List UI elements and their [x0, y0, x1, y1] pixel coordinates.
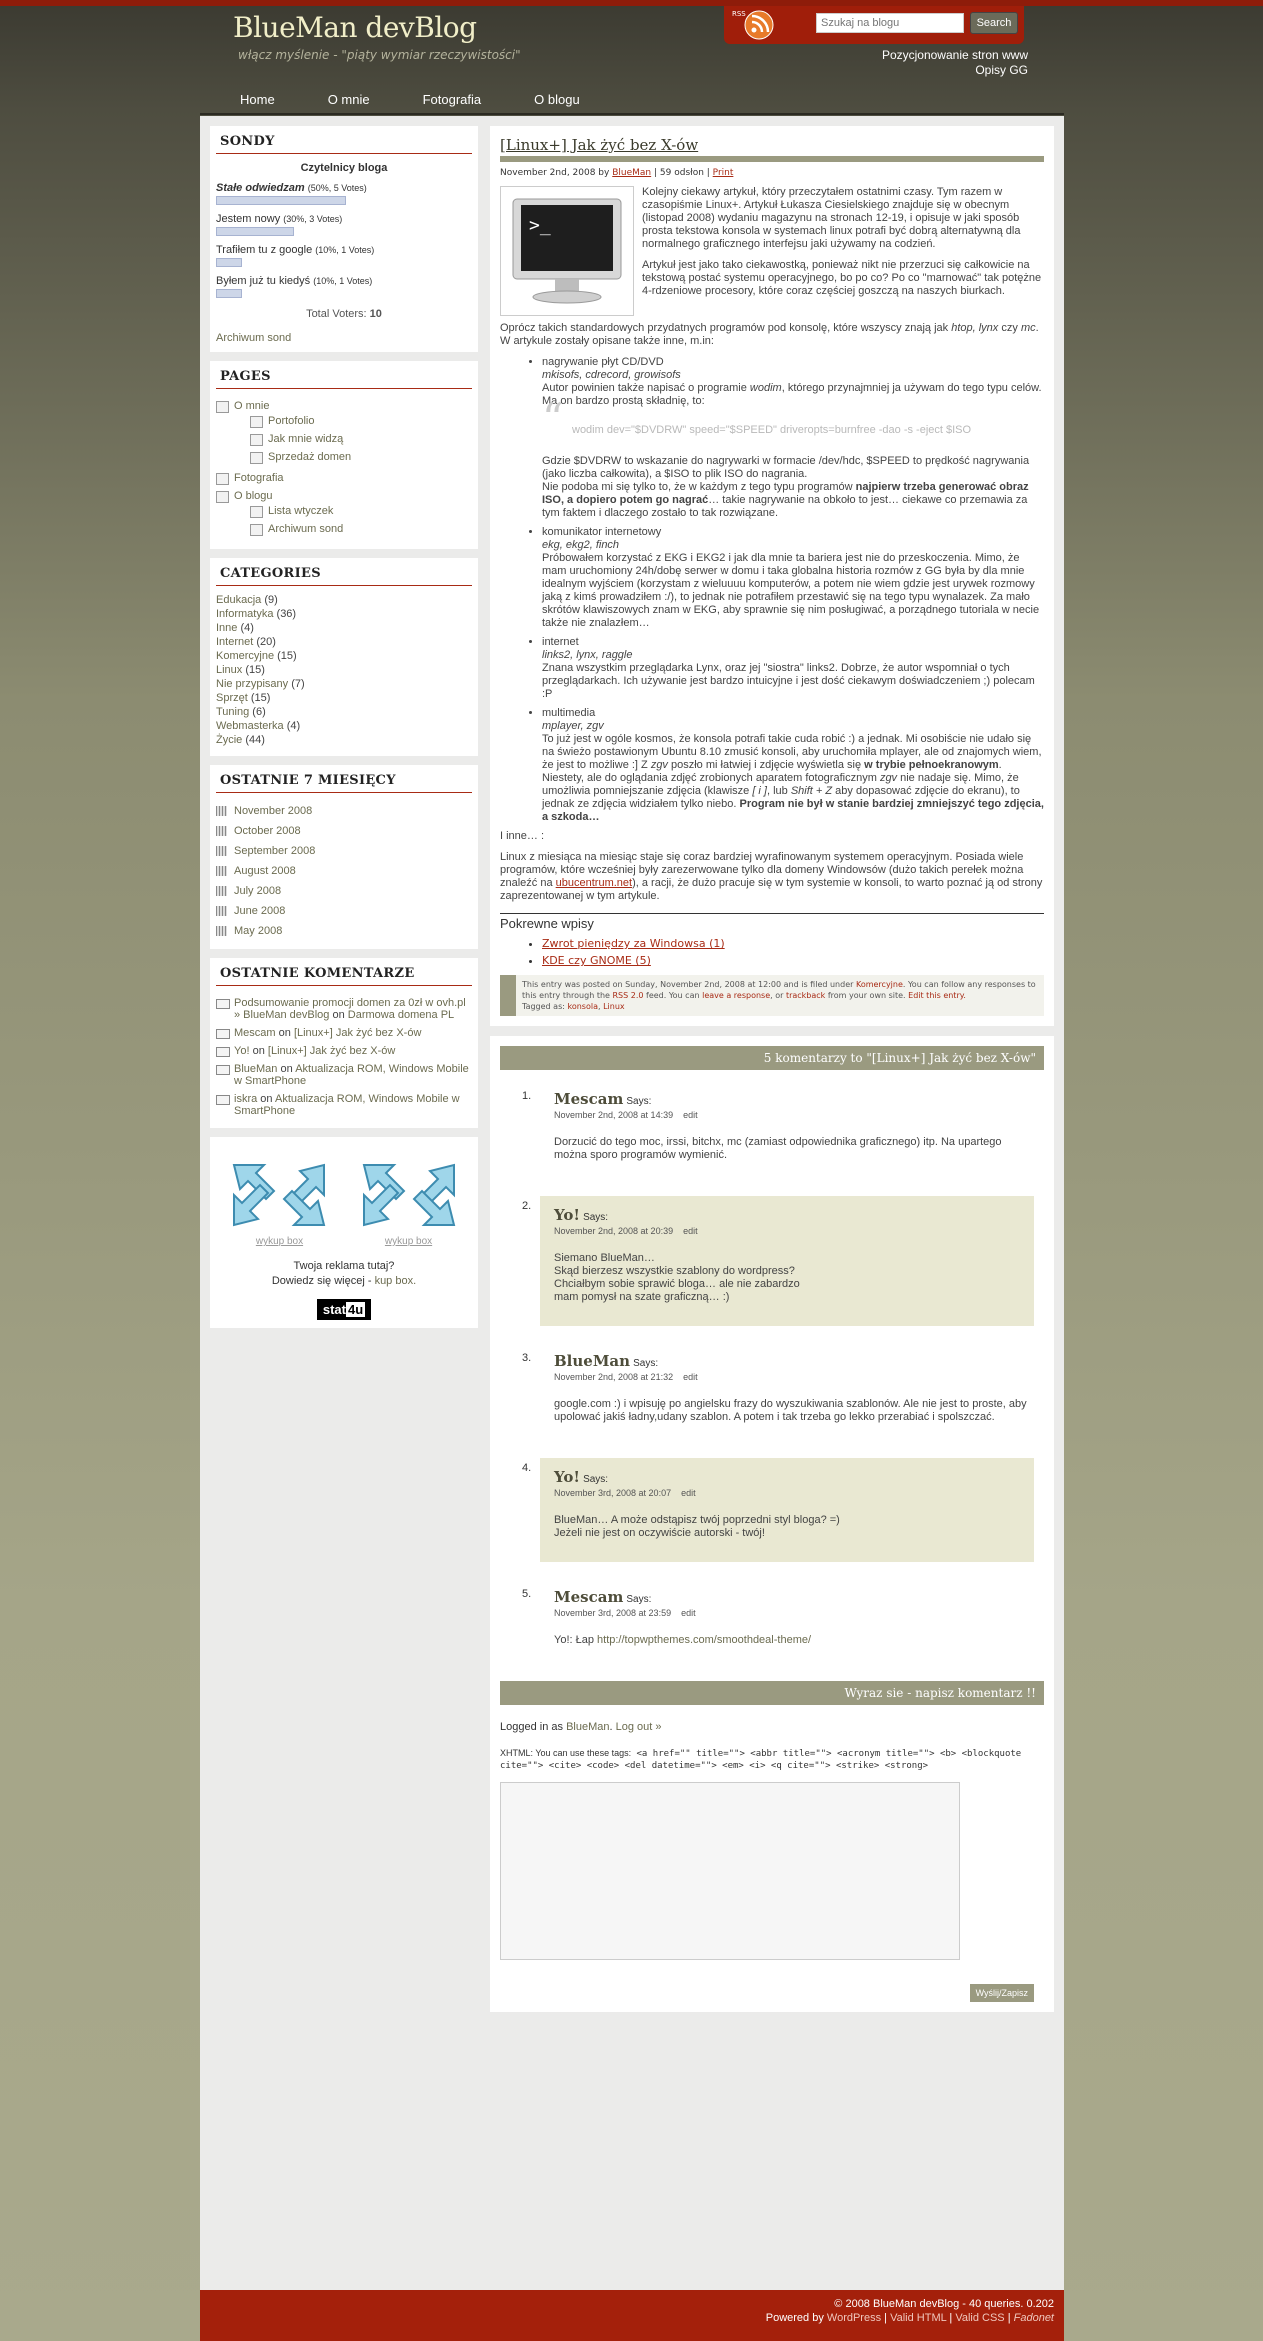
footer-links: Powered by WordPress | Valid HTML | Valid CSS | Fadonet [765, 2312, 1054, 2324]
ad-box-link[interactable]: wykup box [255, 1236, 304, 1247]
top-links [882, 48, 1028, 78]
category-item: Internet (20) [216, 636, 276, 648]
category-item: Życie (44) [216, 734, 265, 746]
rss-link[interactable]: RSS 2.0 [612, 991, 644, 1000]
poll-answer: Stałe odwiedzam (50%, 5 Votes) [216, 182, 472, 205]
comment-textarea[interactable] [500, 1782, 960, 1960]
category-link[interactable]: Komercyjne [855, 980, 903, 989]
categories-widget [210, 558, 478, 756]
svg-text:>_: >_ [529, 215, 551, 236]
page-item[interactable]: Sprzedaż domen [250, 448, 472, 466]
recent-comment: Mescam on [Linux+] Jak żyć bez X-ów [216, 1024, 472, 1042]
list-item: • nagrywanie płyt CD/DVD mkisofs, cdrecord, growisofs Autor powinien także napisać o programie wodim, którego przynajmniej ja używam do tego typu celów. Ma on bardzo prostą składnię, to: “ wodim dev="$DVDRW" speed="$SPEED" driveropts=burnfree -dao -s -eject $ISO Gdzie $DVDRW to wskazanie do nagrywarki w formacie /dev/hdc, $SPEED to prędkość nagrywania (jako liczba całkowita), a $ISO to plik ISO do nagrania. Nie podoba mi się tylko to, że w każdym z tego typu programów najpierw trzeba generować obraz ISO, a dopiero potem go nagrać… takie nagrywanie na obkoło to jest… ciekawe co przemawia za tym faktem i dlaczego zostało to tak rozwiązane. [542, 356, 1044, 520]
ubucentrum-link[interactable]: ubucentrum.net [555, 877, 633, 889]
widget-title: CATEGORIES [216, 566, 472, 586]
nav-fotografia[interactable]: Fotografia [422, 92, 482, 107]
comment: 3. BlueMan Says: November 2nd, 2008 at 21:32 edit google.com :) i wpisuję po angielsku frazy do wyszukiwania szablonów. Ale nie jest to proste, aby upolować jakiś ładny,udany szablon. A potem i tak trzeba go lekko przerabiać i spolszczać. [500, 1348, 1044, 1436]
recent-comment: Yo! on [Linux+] Jak żyć bez X-ów [216, 1042, 472, 1060]
comment: 4. Yo! Says: November 3rd, 2008 at 20:07 edit BlueMan… A może odstąpisz twój poprzedni styl bloga? =) Jeżeli nie jest on oczywiście autorski - twój! [500, 1458, 1044, 1562]
tagline: włącz myślenie - "piąty wymiar rzeczywistości" [238, 48, 521, 62]
valid-css-link[interactable]: Valid CSS [955, 2312, 1005, 2324]
search-input[interactable] [816, 13, 964, 33]
poll-question: Czytelnicy bloga [300, 162, 388, 174]
edit-comment-link[interactable]: edit [683, 1372, 698, 1382]
post [490, 126, 1054, 1026]
logout-link[interactable]: Log out » [615, 1721, 662, 1733]
nav-o-blogu[interactable]: O blogu [534, 92, 580, 107]
widget-title: SONDY [216, 134, 472, 154]
ad-text: Twoja reklama tutaj? [293, 1260, 395, 1272]
category-item: Inne (4) [216, 622, 254, 634]
post-footer-meta: This entry was posted on Sunday, November 2nd, 2008 at 12:00 and is filed under Komercyjne. You can follow any responses to this entry through the RSS 2.0 feed. You can leave a response, or trackback from your own site. Edit this entry. Tagged as: konsola, Linux [500, 975, 1044, 1016]
footer [200, 2290, 1064, 2341]
tag-link[interactable]: Linux [603, 1002, 625, 1011]
comment-author: Mescam [554, 1090, 624, 1108]
page-wrapper [200, 116, 1064, 2290]
edit-comment-link[interactable]: edit [683, 1110, 698, 1120]
page-item[interactable]: Portofolio [250, 412, 472, 430]
comment-text: google.com :) i wpisuję po angielsku frazy do wyszukiwania szablonów. Ale nie jest to proste, aby upolować jakiś ładny,udany szablon. A potem i tak trzeba go lekko przerabiać i spolszczać. [554, 1398, 1027, 1423]
edit-comment-link[interactable]: edit [681, 1608, 696, 1618]
edit-comment-link[interactable]: edit [681, 1488, 696, 1498]
archive-link[interactable]: May 2008 [216, 921, 472, 941]
recent-comment: Podsumowanie promocji domen za 0zł w ovh.pl » BlueMan devBlog on Darmowa domena PL [216, 994, 472, 1024]
author-link[interactable]: BlueMan [612, 168, 652, 178]
comment-link[interactable]: http://topwpthemes.com/smoothdeal-theme/ [597, 1634, 812, 1646]
poll-answer: Trafiłem tu z google (10%, 1 Votes) [216, 244, 472, 267]
pages-widget [210, 361, 478, 549]
ad-box-link[interactable]: wykup box [384, 1236, 433, 1247]
category-item: Komercyjne (15) [216, 650, 297, 662]
rss-icon[interactable] [744, 10, 774, 40]
category-item: Nie przypisany (7) [216, 678, 305, 690]
recent-comments-widget [210, 958, 478, 1128]
widget-title: OSTATNIE KOMENTARZE [216, 966, 472, 986]
comment-author: Mescam [554, 1588, 624, 1606]
ad-box[interactable] [354, 1155, 464, 1247]
main-content [490, 126, 1054, 2012]
ads-widget [210, 1137, 478, 1328]
comment-author: Yo! [554, 1206, 580, 1224]
main-nav [240, 92, 633, 107]
post-content [500, 186, 1044, 903]
comment-author: BlueMan [554, 1352, 631, 1370]
sidebar [210, 126, 478, 1337]
paragraph: I inne… : [500, 830, 545, 842]
comments-heading: 5 komentarzy to "[Linux+] Jak żyć bez X-ów" [500, 1046, 1044, 1070]
footer-copyright: © 2008 BlueMan devBlog - 40 queries. 0.202 [834, 2298, 1054, 2310]
page-item[interactable]: O mnie Portofolio Jak mnie widzą Sprzedaż domen [216, 397, 472, 469]
poll-bar [216, 196, 346, 205]
polls-widget [210, 126, 478, 352]
page-item[interactable]: O blogu Lista wtyczek Archiwum sond [216, 487, 472, 541]
edit-entry-link[interactable]: Edit this entry. [908, 991, 966, 1000]
category-item: Informatyka (36) [216, 608, 297, 620]
search-box [724, 6, 1024, 44]
comment-author: Yo! [554, 1468, 580, 1486]
archives-widget [210, 765, 478, 949]
category-item: Webmasterka (4) [216, 720, 301, 732]
page-item[interactable]: Fotografia [216, 469, 472, 487]
poll-answer: Jestem nowy (30%, 3 Votes) [216, 213, 472, 236]
poll-bar [216, 227, 294, 236]
related-link[interactable]: Zwrot pieniędzy za Windowsa (1) [542, 937, 725, 950]
paragraph: Kolejny ciekawy artykuł, który przeczytałem ostatnimi czasy. Tym razem w czasopiśmie Linux+. Artykuł Łukasza Ciesielskiego znajduje się w obecnym (listopad 2008) wydaniu magazynu na stronach 12-19, i opisuje w jaki sposób prosta tekstowa konsola w systemach linux potrafi być dobrą alternatywną dla normalnego graficznego interfejsu jaki używamy na codzień. [642, 186, 1021, 250]
user-link[interactable]: BlueMan [566, 1721, 610, 1733]
related-title: Pokrewne wpisy [500, 916, 594, 931]
print-link[interactable]: Print [712, 168, 734, 178]
comment-text: Dorzucić do tego moc, irssi, bitchx, mc (zamiast odpowiednika graficznego) itp. Na upartego można sporo programów wymienić. [554, 1136, 1002, 1161]
comment: 2. Yo! Says: November 2nd, 2008 at 20:39 edit Siemano BlueMan… Skąd bierzesz wszystkie szablony do wordpress? Chciałbym sobie sprawić bloga… ale nie zabardzo mam pomysł na szate graficzną… :) [500, 1196, 1044, 1326]
related-link[interactable]: KDE czy GNOME (5) [542, 954, 651, 967]
post-meta: November 2nd, 2008 by BlueMan | 59 odsłon | Print [500, 168, 734, 178]
widget-title: PAGES [216, 369, 472, 389]
comment: 5. Mescam Says: November 3rd, 2008 at 23:59 edit Yo!: Łap http://topwpthemes.com/smoothdeal-theme/ [500, 1584, 1044, 1659]
arrows-icon [354, 1155, 464, 1235]
category-item: Tuning (6) [216, 706, 266, 718]
comment: 1. Mescam Says: November 2nd, 2008 at 14:39 edit Dorzucić do tego moc, irssi, bitchx, mc (zamiast odpowiednika graficznego) itp. Na upartego można sporo programów wymienić. [500, 1086, 1044, 1174]
list-item: • komunikator internetowy ekg, ekg2, finch Próbowałem korzystać z EKG i EKG2 i jak dla mnie ta bariera jest nie do przeskoczenia. Mimo, że mam uruchomiony 24h/dobę serwer w domu i taka globalna historia rozmów z GG była by dla mnie idealnym wyjściem (korzystam z wieluuuu komputerów, a potem nie wiem gdzie jest urywek rozmowy jaką z kimś prowadziłem :/), to jednak nie potrafiłem przestawić się na tego typu wynalazek. Za mało skrótów klawiszowych znam w EKG, aby sprawnie się nim posługiwać, a porządnego tutoriala w necie także nie znalazłem… [542, 526, 1044, 630]
reply-heading: Wyraz sie - napisz komentarz !! [500, 1681, 1044, 1705]
comment-text: Yo!: Łap http://topwpthemes.com/smoothdeal-theme/ [554, 1634, 812, 1646]
leave-response-link[interactable]: leave a response [702, 991, 771, 1000]
terminal-image [500, 186, 634, 316]
nav-o-mnie[interactable]: O mnie [327, 92, 370, 107]
comment-list [500, 1086, 1044, 1659]
nav-divider [200, 113, 1064, 115]
stat4u-badge[interactable]: stat 4u [317, 1299, 371, 1320]
comment-text: BlueMan… A może odstąpisz twój poprzedni styl bloga? =) Jeżeli nie jest on oczywiście autorski - twój! [554, 1514, 840, 1539]
poll-bar [216, 258, 242, 267]
buy-box-link[interactable]: kup box. [374, 1275, 417, 1287]
poll-archive-link[interactable]: Archiwum sond [216, 332, 292, 344]
poll-bar [216, 289, 242, 298]
rss-label: RSS [732, 10, 746, 18]
archive-link[interactable]: August 2008 [216, 861, 472, 881]
category-item: Sprzęt (15) [216, 692, 271, 704]
paragraph: Artykuł jest jako tako ciekawostką, ponieważ nikt nie przerzuci się całkowicie na tekstową postać systemu operacyjnego, bo po co? Po co "marnować" tak potężne 4-rdzeniowe procesory, które coraz częściej goszczą na naszych biurkach. [642, 259, 1042, 297]
list-item: • multimedia mplayer, zgv To już jest w ogóle kosmos, że konsola potrafi takie cuda robić :) a jednak. Mi osobiście nie udało się na świeżo postawionym Ubuntu 8.10 zmusić konsoli, aby uruchomiła mplayer, ale od znajomych wiem, że jest to możliwe :] Z zgv poszło mi łatwiej i zdjęcie wyświetla się w trybie pełnoekranowym. Niestety, ale do oglądania zdjęć zrobionych aparatem fotograficznym zgv nie nadaje się. Mimo, że umożliwia pomniejszanie zdjęcia (klawisze [ i ], lub Shift + Z aby dopasować zdjęcie do ekranu), to jednak ze zdjęcia widziałem tylko niebo. Program nie był w stanie bardziej zmniejszyć tego zdjęcia, a szkoda… [542, 707, 1044, 824]
recent-comment: iskra on Aktualizacja ROM, Windows Mobile w SmartPhone [216, 1090, 472, 1120]
wordpress-link[interactable]: WordPress [826, 2312, 882, 2324]
page-item[interactable]: Jak mnie widzą [250, 430, 472, 448]
archive-link[interactable]: September 2008 [216, 841, 472, 861]
related-posts [500, 913, 1044, 967]
poll-answer: Byłem już tu kiedyś (10%, 1 Votes) [216, 275, 472, 298]
paragraph: Linux z miesiąca na miesiąc staje się coraz bardziej wyrafinowanym systemem operacyjnym. Posiada wiele programów, które wcześniej były zarezerwowane tylko dla domeny Windowsów (dużo takich perełek można znaleźć na ubucentrum.net), a racji, że dużo pracuje się w tym systemie w konsoli, to warto poznać ją od strony zaprezentowanej w tym artykule. [500, 851, 1043, 902]
toplink-opisy-gg[interactable]: Opisy GG [975, 63, 1028, 77]
category-item: Edukacja (9) [216, 594, 278, 606]
paragraph: Oprócz takich standardowych przydatnych programów pod konsolę, które wszyscy znają jak htop, lynx czy mc. W artykule zostały opisane także inne, m.in: [500, 322, 1039, 347]
page-item[interactable]: Archiwum sond [250, 520, 472, 538]
list-item: • internet links2, lynx, raggle Znana wszystkim przeglądarka Lynx, oraz jej "siostra" links2. Dobrze, że autor wspomniał o tych przeglądarkach. Ich używanie jest bardzo intuicyjne i jest dość ciekawym doświadczeniem ;) polecam :P [542, 636, 1044, 701]
edit-comment-link[interactable]: edit [683, 1226, 698, 1236]
submit-comment-button[interactable]: Wyślij/Zapisz [970, 1984, 1034, 2002]
poll-total: Total Voters: 10 [306, 308, 382, 320]
program-list [542, 356, 1044, 824]
comment-text: Siemano BlueMan… Skąd bierzesz wszystkie szablony do wordpress? Chciałbym sobie sprawić bloga… ale nie zabardzo mam pomysł na szate graficzną… :) [554, 1252, 800, 1303]
archive-link[interactable]: July 2008 [216, 881, 472, 901]
logged-in-info: Logged in as BlueMan. Log out » [500, 1721, 662, 1733]
recent-comment: BlueMan on Aktualizacja ROM, Windows Mobile w SmartPhone [216, 1060, 472, 1090]
widget-title: OSTATNIE 7 MIESIĘCY [216, 773, 472, 793]
valid-html-link[interactable]: Valid HTML [890, 2312, 947, 2324]
toplink-pozycjonowanie[interactable]: Pozycjonowanie stron www [881, 48, 1028, 62]
search-button[interactable]: Search [970, 12, 1018, 34]
monitor-icon [507, 193, 627, 309]
tag-link[interactable]: konsola [567, 1002, 598, 1011]
archive-link[interactable]: June 2008 [216, 901, 472, 921]
nav-home[interactable]: Home [240, 92, 275, 107]
category-item: Linux (15) [216, 664, 265, 676]
code-quote: “ wodim dev="$DVDRW" speed="$SPEED" driveropts=burnfree -dao -s -eject $ISO [542, 418, 1044, 447]
theme-link[interactable]: Fadonet [1013, 2312, 1054, 2324]
arrows-icon [224, 1155, 334, 1235]
trackback-link[interactable]: trackback [785, 991, 826, 1000]
page-item[interactable]: Lista wtyczek [250, 502, 472, 520]
allowed-tags: XHTML: You can use these tags: <a href="" title=""> <abbr title=""> <acronym title=""> <b> <blockquote cite=""> <cite> <code> <del datetime=""> <em> <i> <q cite=""> <strike> <strong> [500, 1748, 1022, 1771]
ad-box[interactable] [224, 1155, 334, 1247]
archive-link[interactable]: November 2008 [216, 801, 472, 821]
archive-link[interactable]: October 2008 [216, 821, 472, 841]
ad-text: Dowiedz się więcej - kup box. [271, 1275, 417, 1287]
post-title[interactable]: [Linux+] Jak żyć bez X-ów [500, 136, 1044, 162]
comments-section [490, 1036, 1054, 2012]
site-title[interactable]: BlueMan devBlog [233, 11, 477, 44]
